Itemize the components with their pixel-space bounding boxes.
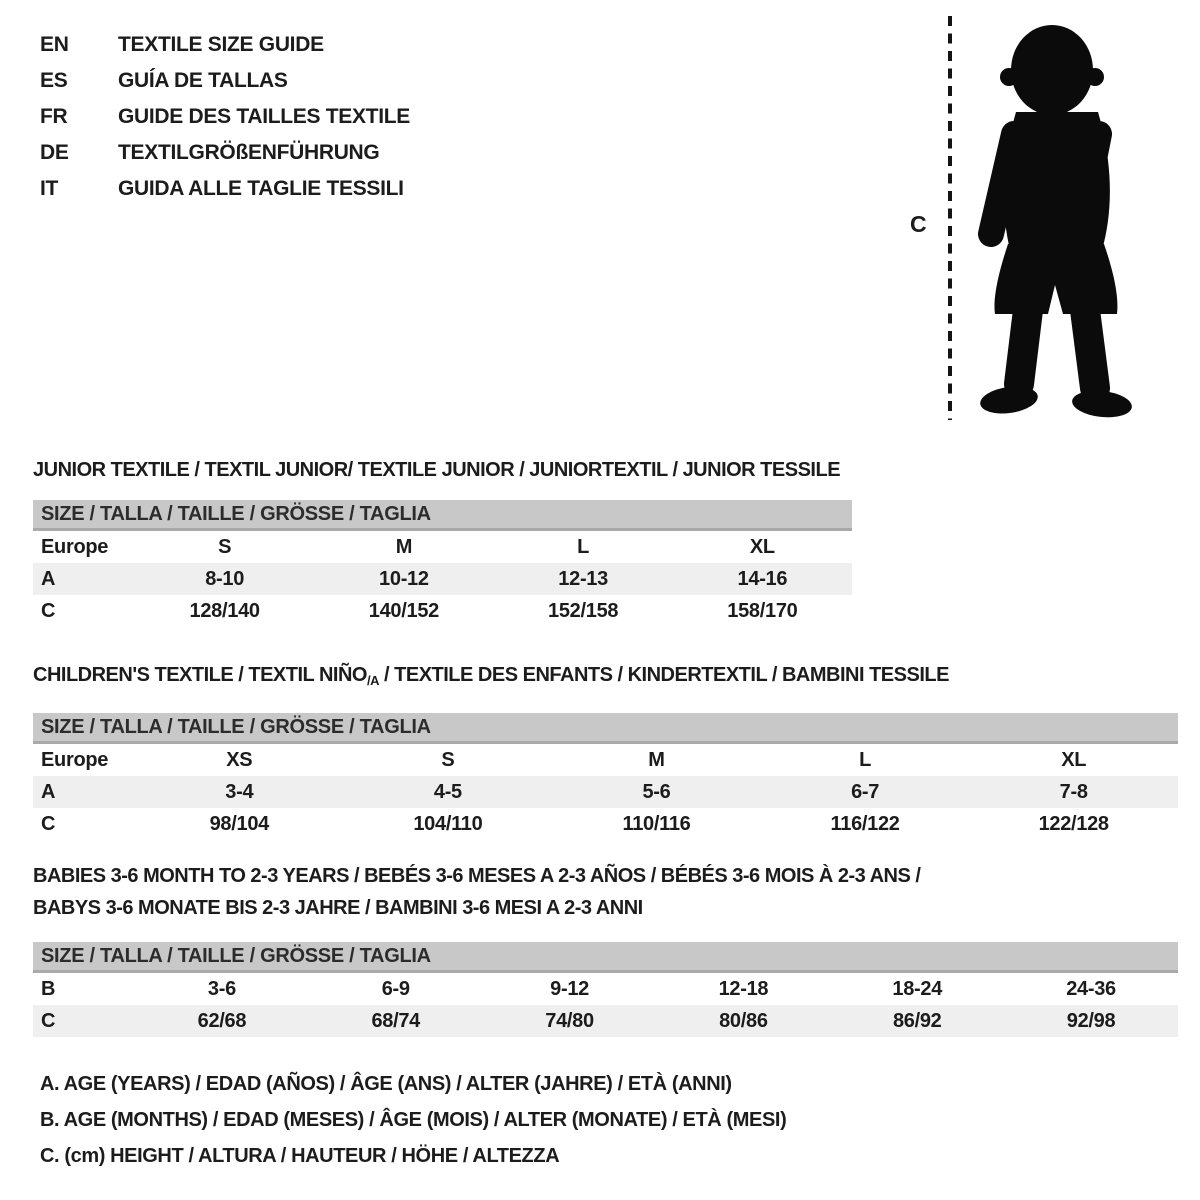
size-header-bar: SIZE / TALLA / TAILLE / GRÖSSE / TAGLIA: [33, 713, 1178, 744]
section-title: [33, 860, 1178, 924]
toddler-silhouette-icon: [964, 14, 1148, 423]
row-label: C: [41, 599, 56, 622]
row-label: C: [41, 812, 56, 835]
section-title: [33, 659, 1178, 697]
language-code: FR: [40, 105, 68, 128]
size-cell: 110/116: [622, 812, 691, 835]
size-cell: 9-12: [550, 977, 589, 1000]
legend-line: A. AGE (YEARS) / EDAD (AÑOS) / ÂGE (ANS) / ALTER (JAHRE) / ETÀ (ANNI): [40, 1073, 732, 1095]
table-row: [33, 563, 852, 595]
language-row: [40, 27, 410, 63]
size-cell: L: [577, 535, 590, 558]
size-cell: 98/104: [209, 812, 269, 835]
size-cell: S: [218, 535, 232, 558]
size-cell: 116/122: [830, 812, 900, 835]
size-cell: 128/140: [189, 599, 260, 622]
row-label: A: [41, 567, 56, 590]
language-title: TEXTILGRÖßENFÜHRUNG: [118, 141, 380, 164]
size-cell: 14-16: [737, 567, 788, 590]
table-row: [33, 1005, 1178, 1037]
size-table: [33, 744, 1178, 840]
section-junior-textile: [33, 437, 852, 627]
size-cell: 24-36: [1066, 977, 1116, 1000]
language-title: TEXTILE SIZE GUIDE: [118, 33, 324, 56]
language-row: [40, 135, 410, 171]
size-cell: S: [441, 748, 455, 771]
size-cell: XL: [1061, 748, 1087, 771]
size-cell: 10-12: [379, 567, 429, 590]
language-title: GUIDE DES TAILLES TEXTILE: [118, 105, 410, 128]
size-cell: XL: [749, 535, 775, 558]
size-cell: 18-24: [892, 977, 943, 1000]
size-cell: 152/158: [548, 599, 619, 622]
table-row: [33, 744, 1178, 776]
size-header-bar: SIZE / TALLA / TAILLE / GRÖSSE / TAGLIA: [33, 942, 1178, 973]
size-cell: 8-10: [205, 567, 245, 590]
section-title: [33, 454, 852, 486]
size-cell: 140/152: [368, 599, 439, 622]
table-row: [33, 531, 852, 563]
size-cell: 7-8: [1059, 780, 1088, 803]
size-cell: M: [648, 748, 665, 771]
language-title-list: [40, 27, 410, 207]
height-measure-label: C: [910, 211, 927, 237]
size-cell: 122/128: [1038, 812, 1109, 835]
size-cell: 3-4: [225, 780, 254, 803]
section-childrens-textile: [33, 642, 1178, 840]
section-title-line: [33, 892, 1178, 924]
size-cell: 6-7: [851, 780, 880, 803]
size-cell: 104/110: [413, 812, 483, 835]
language-code: EN: [40, 33, 69, 56]
row-label: Europe: [41, 535, 109, 558]
title-segment: BABYS 3-6 MONATE BIS 2-3 JAHRE / BAMBINI 3-6 MESI A 2-3 ANNI: [33, 896, 643, 919]
size-cell: 12-18: [718, 977, 769, 1000]
size-cell: 158/170: [727, 599, 798, 622]
size-header-bar: SIZE / TALLA / TAILLE / GRÖSSE / TAGLIA: [33, 500, 852, 531]
title-segment: CHILDREN'S TEXTILE / TEXTIL NIÑO: [33, 663, 367, 686]
section-title-line: [33, 454, 852, 486]
language-row: [40, 63, 410, 99]
row-label: A: [41, 780, 56, 803]
size-cell: 68/74: [371, 1009, 421, 1032]
legend-line: C. (cm) HEIGHT / ALTURA / HAUTEUR / HÖHE / ALTEZZA: [40, 1145, 560, 1167]
size-cell: 62/68: [197, 1009, 247, 1032]
size-cell: 86/92: [892, 1009, 942, 1032]
language-code: ES: [40, 69, 68, 92]
title-segment: / TEXTILE DES ENFANTS / KINDERTEXTIL / BAMBINI TESSILE: [378, 663, 949, 686]
row-label: Europe: [41, 748, 109, 771]
table-row: [33, 595, 852, 627]
title-segment: JUNIOR TEXTILE / TEXTIL JUNIOR/ TEXTILE JUNIOR / JUNIORTEXTIL / JUNIOR TESSILE: [33, 458, 841, 481]
table-row: [33, 973, 1178, 1005]
section-title-line: [33, 860, 1178, 892]
table-row: [33, 808, 1178, 840]
language-title: GUIDA ALLE TAGLIE TESSILI: [118, 177, 404, 200]
size-table: [33, 973, 1178, 1037]
size-cell: L: [859, 748, 872, 771]
language-code: IT: [40, 177, 59, 200]
language-code: DE: [40, 141, 69, 164]
table-row: [33, 776, 1178, 808]
language-row: [40, 99, 410, 135]
size-cell: 12-13: [558, 567, 608, 590]
size-cell: XS: [226, 748, 253, 771]
title-segment: BABIES 3-6 MONTH TO 2-3 YEARS / BEBÉS 3-6 MESES A 2-3 AÑOS / BÉBÉS 3-6 MOIS À 2-3 ANS /: [33, 864, 921, 887]
row-label: B: [41, 977, 56, 1000]
row-label: C: [41, 1009, 56, 1032]
language-title: GUÍA DE TALLAS: [118, 69, 288, 92]
size-cell: 4-5: [433, 780, 462, 803]
height-dashed-line: [946, 16, 954, 425]
language-row: [40, 171, 410, 207]
title-segment: /A: [366, 672, 379, 688]
size-cell: 80/86: [719, 1009, 768, 1032]
size-cell: 74/80: [545, 1009, 594, 1032]
size-cell: 5-6: [642, 780, 671, 803]
size-table: [33, 531, 852, 627]
section-title-line: [33, 659, 1178, 697]
section-babies-textile: [33, 843, 1178, 1037]
legend-line: B. AGE (MONTHS) / EDAD (MESES) / ÂGE (MOIS) / ALTER (MONATE) / ETÀ (MESI): [40, 1109, 787, 1131]
size-cell: 3-6: [207, 977, 236, 1000]
legend: [40, 1066, 786, 1174]
size-cell: 6-9: [381, 977, 410, 1000]
size-cell: M: [395, 535, 413, 558]
size-cell: 92/98: [1066, 1009, 1116, 1032]
